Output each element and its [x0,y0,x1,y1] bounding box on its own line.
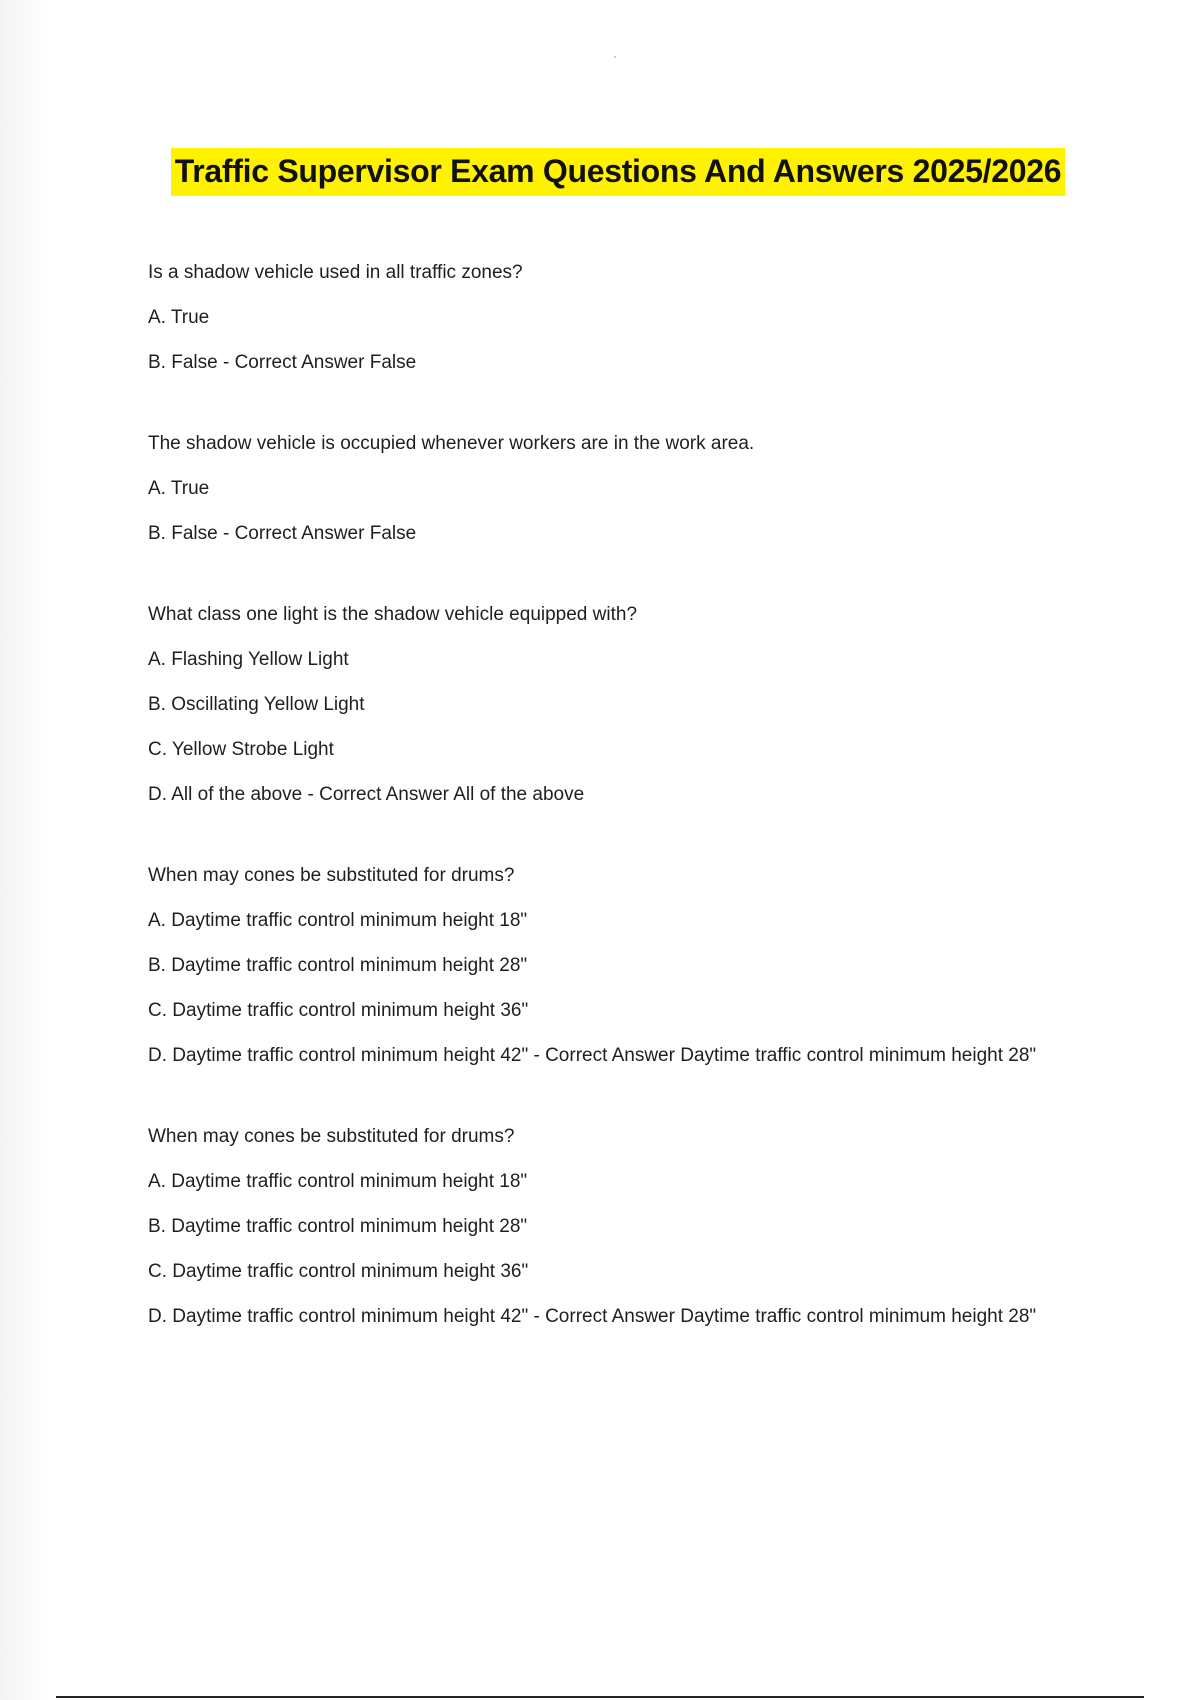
answer-option: B. Oscillating Yellow Light [148,694,365,715]
question-block-4 [148,861,1098,1071]
answer-option-correct: D. Daytime traffic control minimum height 42" - Correct Answer Daytime traffic control minimum height 28" [148,1045,1037,1066]
question-block-3 [148,600,1098,810]
answer-option-correct: D. Daytime traffic control minimum height 42" - Correct Answer Daytime traffic control minimum height 28" [148,1306,1037,1327]
answer-option: C. Daytime traffic control minimum height 36" [148,1000,529,1021]
answer-option: C. Yellow Strobe Light [148,739,334,760]
answer-option: A. Daytime traffic control minimum height 18" [148,910,528,931]
answer-option: B. Daytime traffic control minimum height 28" [148,955,528,976]
question-text: When may cones be substituted for drums? [148,865,515,886]
answer-option-correct: B. False - Correct Answer False [148,523,417,544]
answer-option-correct: B. False - Correct Answer False [148,352,417,373]
question-text: When may cones be substituted for drums? [148,1126,515,1147]
question-block-5 [148,1122,1098,1332]
question-text: The shadow vehicle is occupied whenever workers are in the work area. [148,433,755,454]
question-text: Is a shadow vehicle used in all traffic zones? [148,262,523,283]
answer-option: A. True [148,478,210,499]
scan-speck [614,56,616,58]
question-block-1 [148,258,1098,378]
document-title: Traffic Supervisor Exam Questions And Answers 2025/2026 [171,148,1065,196]
answer-option: A. Daytime traffic control minimum height 18" [148,1171,528,1192]
answer-option: C. Daytime traffic control minimum height 36" [148,1261,529,1282]
question-block-2 [148,429,1098,549]
footer-divider [56,1696,1144,1698]
title-container [0,148,1200,196]
question-text: What class one light is the shadow vehicle equipped with? [148,604,638,625]
answer-option: A. True [148,307,210,328]
answer-option: A. Flashing Yellow Light [148,649,349,670]
page-edge-shade [0,0,48,1700]
questions-list [148,258,1098,1383]
answer-option-correct: D. All of the above - Correct Answer All of the above [148,784,585,805]
answer-option: B. Daytime traffic control minimum height 28" [148,1216,528,1237]
